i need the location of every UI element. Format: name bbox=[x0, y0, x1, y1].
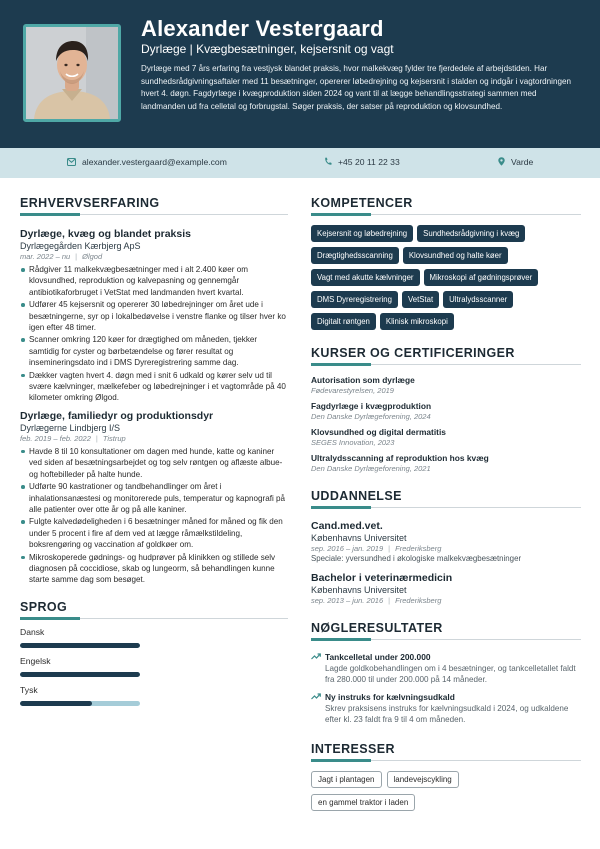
phone-text: +45 20 11 22 33 bbox=[338, 157, 400, 167]
bullet-item: Dækker vagten hvert 4. døgn med i snit 6 udkald og kører selv ud til svære kælvninger, mælkefeber og løbedrejninger i et vagtområde på 40 kilometer omkring Ølgod. bbox=[20, 370, 288, 404]
section-title-languages: SPROG bbox=[20, 600, 288, 619]
course-item bbox=[311, 401, 581, 421]
bullet-item: Udfører 45 kejsersnit og opererer 30 løbedrejninger om året ude i besætningerne, syr op i lokalbedøvelse i venstre flanke og tilser hver ko igen efter 48 timer. bbox=[20, 299, 288, 333]
achievement-title: Ny instruks for kælvningsudkald bbox=[325, 691, 455, 702]
bullet-item: Havde 8 til 10 konsultationer om dagen med hunde, katte og kaniner ved siden af besætningsarbejdet og tog selv røntgen og aflæste albue- og hoftebilleder på halte hunde. bbox=[20, 446, 288, 480]
bullet-item: Fulgte kalvedødeligheden i 6 besætninger måned for måned og fik den under 5 procent i fire af dem ved at lægge råmælkstildeling, boksrengøring og vaccination af goldkøer om. bbox=[20, 516, 288, 550]
skill-tag: Klovsundhed og halte køer bbox=[403, 247, 508, 264]
section-title-experience: ERHVERVSERFARING bbox=[20, 196, 288, 215]
job-meta: feb. 2019 – feb. 2022 | Tistrup bbox=[20, 433, 126, 443]
course-name: Ultralydsscanning af reproduktion hos kvæg bbox=[311, 453, 489, 463]
skill-tag: Kejsersnit og løbedrejning bbox=[311, 225, 413, 242]
email-text: alexander.vestergaard@example.com bbox=[82, 157, 227, 167]
education-item bbox=[311, 520, 581, 563]
achievement-item bbox=[311, 692, 581, 726]
job-bullets bbox=[20, 264, 288, 404]
skill-tag: Drægtighedsscanning bbox=[311, 247, 399, 264]
language-name: Engelsk bbox=[20, 655, 51, 666]
job-period: mar. 2022 – nu bbox=[20, 252, 71, 261]
education-note: Speciale: yversundhed i økologiske malkekvægbesætninger bbox=[311, 554, 522, 563]
interest-tag: landevejscykling bbox=[387, 771, 459, 788]
skill-tag: DMS Dyreregistrering bbox=[311, 291, 398, 308]
section-title-achievements: NØGLERESULTATER bbox=[311, 621, 581, 640]
bullet-item: Udførte 90 kastrationer og tandbehandlinger om året i inhalationsanæstesi og monitorerede puls, temperatur og kapnografi på alle patienter over otte år og på alle kaniner. bbox=[20, 481, 288, 515]
bullet-item: Rådgiver 11 malkekvægbesætninger med i alt 2.400 køer om klovsundhed, reproduktion og kalvepasning og gennemgår antibiotikaforbruget i VetStat med landmanden hvert kvartal. bbox=[20, 264, 288, 298]
language-level-bar bbox=[20, 643, 140, 648]
portrait-image bbox=[26, 27, 118, 119]
job-headline: Dyrlæge | Kvægbesætninger, kejsersnit og vagt bbox=[141, 42, 394, 56]
job-meta: mar. 2022 – nu | Ølgod bbox=[20, 252, 103, 261]
education-location: Frederiksberg bbox=[395, 596, 442, 605]
language-name: Dansk bbox=[20, 626, 45, 637]
job-entry bbox=[20, 410, 288, 586]
education-location: Frederiksberg bbox=[395, 544, 442, 553]
education-degree: Cand.med.vet. bbox=[311, 520, 383, 532]
language-list bbox=[20, 627, 288, 706]
course-name: Klovsundhed og digital dermatitis bbox=[311, 427, 446, 437]
course-item bbox=[311, 375, 581, 395]
language-name: Tysk bbox=[20, 684, 38, 695]
language-item bbox=[20, 627, 288, 648]
trend-up-icon bbox=[311, 653, 321, 660]
language-level-bar bbox=[20, 701, 140, 706]
section-title-interests: INTERESSER bbox=[311, 742, 581, 761]
profile-photo bbox=[23, 24, 121, 122]
header bbox=[0, 0, 600, 148]
skill-tag: Klinisk mikroskopi bbox=[380, 313, 454, 330]
job-location: Tistrup bbox=[102, 433, 126, 443]
job-title: Dyrlæge, familiedyr og produktionsdyr bbox=[20, 409, 214, 422]
bullet-item: Scanner omkring 120 køer for drægtighed om måneden, tjekker samtidig for cyster og børbetændelse og fører resultat og insemineringsdato ind i DMS Dyreregistrering samme dag. bbox=[20, 334, 288, 368]
skill-tag: Sundhedsrådgivning i kvæg bbox=[417, 225, 525, 242]
section-title-education: UDDANNELSE bbox=[311, 489, 581, 508]
language-level-fill bbox=[20, 701, 92, 706]
achievement-item bbox=[311, 652, 581, 686]
course-name: Autorisation som dyrlæge bbox=[311, 375, 415, 385]
education-degree: Bachelor i veterinærmedicin bbox=[311, 572, 453, 584]
section-title-courses: KURSER OG CERTIFICERINGER bbox=[311, 346, 581, 365]
course-meta: Den Danske Dyrlægeforening, 2024 bbox=[311, 412, 431, 421]
trend-up-icon bbox=[311, 693, 321, 700]
achievement-list bbox=[311, 652, 581, 726]
course-meta: Den Danske Dyrlægeforening, 2021 bbox=[311, 464, 431, 473]
job-company: Dyrlægegården Kærbjerg ApS bbox=[20, 241, 141, 251]
job-bullets bbox=[20, 446, 288, 586]
language-item bbox=[20, 656, 288, 677]
job-entry bbox=[20, 228, 288, 404]
education-period: sep. 2013 – jun. 2016 bbox=[311, 596, 384, 605]
achievement-desc: Lagde goldkobehandlingen om i 4 besætninger, og tankcelletallet faldt fra 280.000 til under 200.000 på 14 måneder. bbox=[325, 664, 576, 685]
course-meta: SEGES Innovation, 2023 bbox=[311, 438, 395, 447]
course-name: Fagdyrlæge i kvægproduktion bbox=[311, 401, 432, 411]
language-item bbox=[20, 685, 288, 706]
skill-tag: Vagt med akutte kælvninger bbox=[311, 269, 420, 286]
skill-tag: Digitalt røntgen bbox=[311, 313, 376, 330]
skill-tag: Ultralydsscanner bbox=[443, 291, 513, 308]
achievement-title: Tankcelletal under 200.000 bbox=[325, 652, 431, 662]
left-column bbox=[20, 196, 288, 706]
education-meta: sep. 2016 – jan. 2019 | Frederiksberg bbox=[311, 544, 442, 553]
location-icon bbox=[498, 157, 505, 166]
person-name: Alexander Vestergaard bbox=[141, 16, 384, 41]
job-location: Ølgod bbox=[82, 252, 103, 261]
job-period: feb. 2019 – feb. 2022 bbox=[20, 433, 91, 443]
education-school: Københavns Universitet bbox=[311, 533, 407, 543]
education-meta: sep. 2013 – jun. 2016 | Frederiksberg bbox=[311, 596, 442, 605]
education-school: Københavns Universitet bbox=[311, 585, 407, 595]
phone-contact[interactable] bbox=[324, 157, 400, 167]
location-text: Varde bbox=[511, 157, 534, 167]
skill-tag: VetStat bbox=[402, 291, 439, 308]
education-item bbox=[311, 572, 581, 605]
bullet-item: Mikroskoperede gødnings- og hudprøver på klinikken og stillede selv diagnosen på coccidiose, skab og lungeorm, så behandlingen kunne starte samme dag som besøget. bbox=[20, 552, 288, 586]
skill-tags bbox=[311, 225, 581, 330]
location-contact bbox=[498, 157, 533, 167]
skill-tag: Mikroskopi af gødningsprøver bbox=[424, 269, 539, 286]
achievement-desc: Skrev praksisens instruks for kælvningsudkald i 2024, og udkaldene efter kl. 23 faldt fra 9 til 4 om måneden. bbox=[325, 703, 569, 725]
email-contact[interactable] bbox=[67, 157, 227, 167]
job-company: Dyrlægerne Lindbjerg I/S bbox=[20, 422, 121, 433]
right-column bbox=[311, 196, 581, 811]
education-period: sep. 2016 – jan. 2019 bbox=[311, 544, 384, 553]
course-item bbox=[311, 453, 581, 473]
interest-tag: Jagt i plantagen bbox=[311, 771, 382, 788]
phone-icon bbox=[324, 157, 332, 166]
interest-tag: en gammel traktor i laden bbox=[311, 794, 415, 811]
job-title: Dyrlæge, kvæg og blandet praksis bbox=[20, 228, 191, 240]
language-level-bar bbox=[20, 672, 140, 677]
language-level-fill bbox=[20, 672, 140, 677]
interest-tags bbox=[311, 771, 511, 811]
language-level-fill bbox=[20, 643, 140, 648]
course-list bbox=[311, 375, 581, 473]
education-list bbox=[311, 520, 581, 605]
contact-bar bbox=[0, 148, 600, 178]
mail-icon bbox=[67, 158, 76, 166]
section-title-skills: KOMPETENCER bbox=[311, 196, 581, 215]
course-item bbox=[311, 427, 581, 447]
profile-summary: Dyrlæge med 7 års erfaring fra vestjysk blandet praksis, hvor malkekvæg fylder tre fjerdedele af arbejdstiden. Har sundhedsrådgivningsaftaler med 11 besætninger, opererer løbedrejning og kejsersnit i stalden og indgår i vagtordningen hvert 4. døgn. Fagdyrlæge i kvægproduktion siden 2024 og vant til at lægge behandlingsstrategi sammen med landmanden ud fra celletal og forbrugstal. Søger praksis, der satser på reproduktion og klovsundhed. bbox=[141, 64, 571, 111]
course-meta: Fødevarestyrelsen, 2019 bbox=[311, 386, 394, 395]
